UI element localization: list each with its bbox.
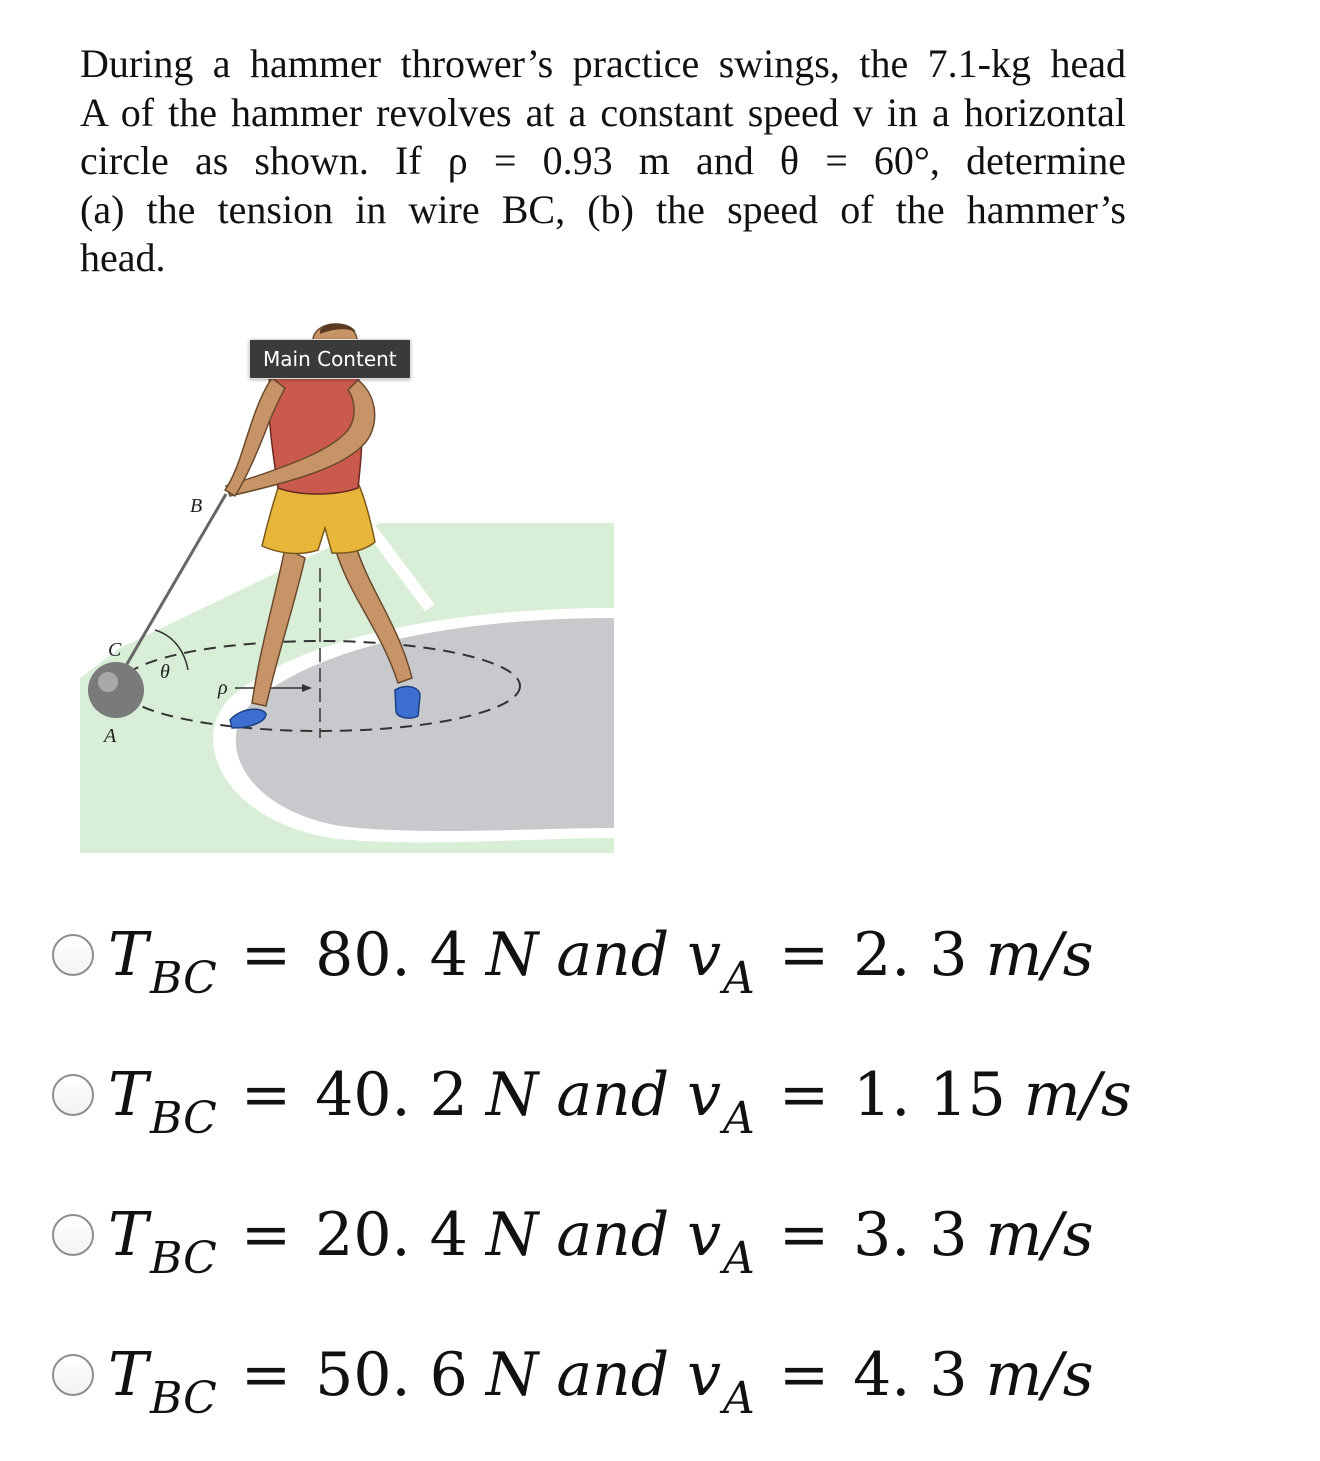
speed-symbol: v [687, 1060, 722, 1130]
and-word: and [556, 1060, 670, 1130]
radio-button[interactable] [52, 1074, 94, 1116]
speed-subscript: A [723, 953, 755, 1004]
tension-value: 50. 6 [315, 1340, 468, 1410]
speed-value: 3. 3 [853, 1200, 968, 1270]
speed-symbol: v [687, 920, 722, 990]
and-word: and [556, 920, 670, 990]
speed-unit: m/s [985, 1200, 1094, 1270]
hammer-thrower-figure [80, 318, 614, 853]
answer-expression [108, 1200, 1094, 1284]
and-word: and [556, 1200, 670, 1270]
equals-sign: = [240, 1200, 292, 1270]
speed-subscript: A [723, 1233, 755, 1284]
tension-subscript: BC [150, 1373, 217, 1424]
equals-sign: = [778, 1340, 830, 1410]
label-c: C [108, 639, 122, 661]
right-shoe [395, 687, 420, 718]
label-theta: θ [160, 661, 170, 683]
speed-subscript: A [723, 1093, 755, 1144]
and-word: and [556, 1340, 670, 1410]
problem-line: circle as shown. If ρ = 0.93 m and θ = 60°, determine [80, 138, 1126, 183]
tension-symbol: T [108, 1060, 149, 1130]
tension-symbol: T [108, 1340, 149, 1410]
answer-expression [108, 1340, 1094, 1424]
equals-sign: = [240, 1340, 292, 1410]
hammer-head-highlight [98, 672, 118, 692]
answer-expression [108, 920, 1094, 1004]
answer-expression [108, 1060, 1132, 1144]
speed-value: 4. 3 [853, 1340, 968, 1410]
radio-button[interactable] [52, 1354, 94, 1396]
speed-symbol: v [687, 1340, 722, 1410]
answer-option-4[interactable] [52, 1320, 1094, 1430]
speed-value: 1. 15 [853, 1060, 1006, 1130]
label-b: B [190, 495, 203, 517]
speed-unit: m/s [1023, 1060, 1132, 1130]
answer-option-2[interactable] [52, 1040, 1132, 1150]
equals-sign: = [778, 920, 830, 990]
tension-subscript: BC [150, 953, 217, 1004]
speed-subscript: A [723, 1373, 755, 1424]
equals-sign: = [778, 1200, 830, 1270]
tension-subscript: BC [150, 1093, 217, 1144]
speed-value: 2. 3 [853, 920, 968, 990]
problem-line: During a hammer thrower’s practice swings, the 7.1-kg head [80, 41, 1126, 86]
tension-unit: N [485, 1060, 539, 1130]
tension-unit: N [485, 1340, 539, 1410]
answer-option-1[interactable] [52, 900, 1094, 1010]
radio-button[interactable] [52, 1214, 94, 1256]
tension-value: 20. 4 [315, 1200, 468, 1270]
answer-option-3[interactable] [52, 1180, 1094, 1290]
main-content-tooltip: Main Content [249, 339, 411, 379]
problem-line: (a) the tension in wire BC, (b) the speed of the hammer’s [80, 186, 1126, 232]
speed-unit: m/s [985, 920, 1094, 990]
equals-sign: = [240, 1060, 292, 1130]
problem-line: head. [80, 235, 166, 280]
tension-value: 80. 4 [315, 920, 468, 990]
radio-button[interactable] [52, 934, 94, 976]
equals-sign: = [240, 920, 292, 990]
tension-value: 40. 2 [315, 1060, 468, 1130]
speed-symbol: v [687, 1200, 722, 1270]
tension-unit: N [485, 1200, 539, 1270]
tension-subscript: BC [150, 1233, 217, 1284]
label-a: A [104, 725, 117, 747]
tension-symbol: T [108, 1200, 149, 1270]
label-rho: ρ [218, 677, 228, 699]
problem-statement [80, 40, 1126, 283]
tension-unit: N [485, 920, 539, 990]
problem-line: A of the hammer revolves at a constant speed v in a horizontal [80, 89, 1126, 135]
equals-sign: = [778, 1060, 830, 1130]
hammer-head [88, 662, 144, 718]
tension-symbol: T [108, 920, 149, 990]
speed-unit: m/s [985, 1340, 1094, 1410]
